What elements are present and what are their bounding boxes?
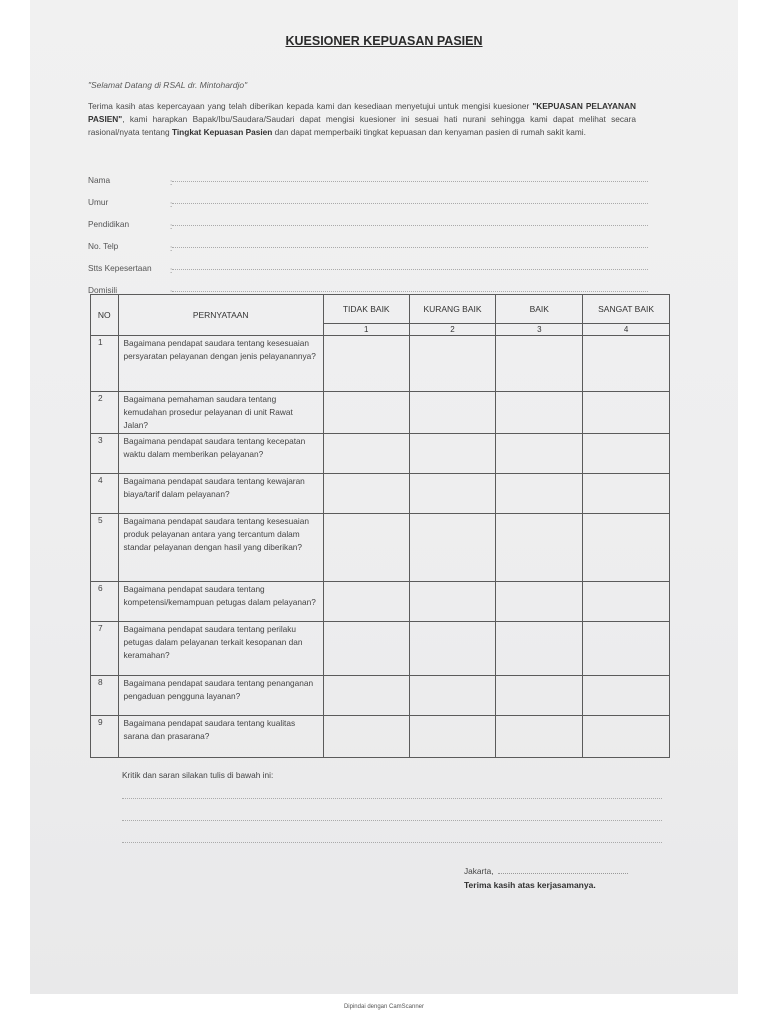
row-statement: Bagaimana pendapat saudara tentang kecepatan waktu dalam memberikan pelayanan? [118, 434, 323, 474]
table-row [91, 676, 670, 716]
header-statement: PERNYATAAN [118, 295, 323, 336]
table-row [91, 336, 670, 392]
table-row [91, 392, 670, 434]
header-kurang-baik: KURANG BAIK [409, 295, 496, 324]
table-row [91, 514, 670, 582]
scale-value: 4 [583, 324, 670, 336]
field-domisili[interactable] [88, 273, 648, 295]
scanner-footer: Dipindai dengan CamScanner [343, 1004, 425, 1010]
row-number: 7 [91, 622, 119, 676]
row-number: 2 [91, 392, 119, 434]
scale-value: 3 [496, 324, 583, 336]
rating-cell-2[interactable] [409, 716, 496, 758]
rating-cell-1[interactable] [323, 716, 409, 758]
rating-cell-2[interactable] [409, 622, 496, 676]
row-statement: Bagaimana pendapat saudara tentang penanganan pengaduan pengguna layanan? [118, 676, 323, 716]
rating-cell-1[interactable] [323, 336, 409, 392]
rating-cell-2[interactable] [409, 474, 496, 514]
rating-cell-4[interactable] [583, 676, 670, 716]
row-statement: Bagaimana pemahaman saudara tentang kemudahan prosedur pelayanan di unit Rawat Jalan? [118, 392, 323, 434]
row-number: 5 [91, 514, 119, 582]
header-tidak-baik: TIDAK BAIK [323, 295, 409, 324]
field-line[interactable] [172, 269, 648, 270]
field-line[interactable] [172, 225, 648, 226]
rating-cell-3[interactable] [496, 582, 583, 622]
field-line[interactable] [172, 247, 648, 248]
field-line[interactable] [172, 291, 648, 292]
critique-line[interactable] [122, 820, 662, 821]
row-number: 3 [91, 434, 119, 474]
rating-cell-3[interactable] [496, 622, 583, 676]
scale-value: 1 [323, 324, 409, 336]
greeting-text: "Selamat Datang di RSAL dr. Mintohardjo" [88, 80, 248, 90]
table-row [91, 474, 670, 514]
rating-cell-4[interactable] [583, 392, 670, 434]
critique-line[interactable] [122, 842, 662, 843]
header-sangat-baik: SANGAT BAIK [583, 295, 670, 324]
rating-cell-1[interactable] [323, 434, 409, 474]
rating-cell-2[interactable] [409, 336, 496, 392]
document-title: KUESIONER KEPUASAN PASIEN [285, 34, 483, 48]
field-label: Domisili [88, 285, 118, 295]
row-number: 4 [91, 474, 119, 514]
rating-cell-1[interactable] [323, 582, 409, 622]
row-number: 9 [91, 716, 119, 758]
rating-cell-1[interactable] [323, 676, 409, 716]
rating-cell-3[interactable] [496, 434, 583, 474]
rating-cell-4[interactable] [583, 622, 670, 676]
row-number: 6 [91, 582, 119, 622]
table-row [91, 582, 670, 622]
rating-cell-2[interactable] [409, 434, 496, 474]
rating-cell-3[interactable] [496, 392, 583, 434]
rating-cell-2[interactable] [409, 392, 496, 434]
rating-cell-2[interactable] [409, 514, 496, 582]
field-umur[interactable] [88, 185, 648, 207]
row-statement: Bagaimana pendapat saudara tentang kompetensi/kemampuan petugas dalam pelayanan? [118, 582, 323, 622]
rating-cell-4[interactable] [583, 582, 670, 622]
header-baik: BAIK [496, 295, 583, 324]
survey-table [90, 294, 670, 758]
table-row [91, 434, 670, 474]
field-stts-kepesertaan[interactable] [88, 251, 648, 273]
field-no-telp[interactable] [88, 229, 648, 251]
table-row [91, 622, 670, 676]
rating-cell-3[interactable] [496, 336, 583, 392]
field-label: Pendidikan [88, 219, 130, 229]
field-label: No. Telp [88, 241, 119, 251]
date-line[interactable] [498, 873, 628, 874]
place-label: Jakarta, [464, 866, 494, 876]
row-statement: Bagaimana pendapat saudara tentang kesesuaian produk pelayanan antara yang tercantum dalam standar pelayanan dengan hasil yang diberikan? [118, 514, 323, 582]
field-line[interactable] [172, 203, 648, 204]
header-no: NO [91, 295, 119, 336]
row-number: 1 [91, 336, 119, 392]
field-label: Umur [88, 197, 109, 207]
rating-cell-4[interactable] [583, 716, 670, 758]
rating-cell-3[interactable] [496, 676, 583, 716]
row-statement: Bagaimana pendapat saudara tentang perilaku petugas dalam pelayanan terkait kesopanan dan keramahan? [118, 622, 323, 676]
row-statement: Bagaimana pendapat saudara tentang kesesuaian persyaratan pelayanan dengan jenis pelayanannya? [118, 336, 323, 392]
rating-cell-1[interactable] [323, 392, 409, 434]
row-statement: Bagaimana pendapat saudara tentang kewajaran biaya/tarif dalam pelayanan? [118, 474, 323, 514]
rating-cell-3[interactable] [496, 474, 583, 514]
rating-cell-4[interactable] [583, 514, 670, 582]
rating-cell-4[interactable] [583, 474, 670, 514]
rating-cell-2[interactable] [409, 676, 496, 716]
field-label: Nama [88, 175, 111, 185]
row-statement: Bagaimana pendapat saudara tentang kualitas sarana dan prasarana? [118, 716, 323, 758]
critique-label: Kritik dan saran silakan tulis di bawah ini: [122, 770, 274, 780]
critique-line[interactable] [122, 798, 662, 799]
scale-value: 2 [409, 324, 496, 336]
signature-place [464, 866, 628, 876]
table-row [91, 716, 670, 758]
rating-cell-4[interactable] [583, 336, 670, 392]
rating-cell-4[interactable] [583, 434, 670, 474]
field-nama[interactable] [88, 163, 648, 185]
intro-paragraph: Terima kasih atas kepercayaan yang telah diberikan kepada kami dan kesediaan menyetujui untuk mengisi kuesioner "KEPUASAN PELAYANAN PASIEN", kami harapkan Bapak/Ibu/Saudara/Saudari dapat mengisi kuesioner ini sesuai hati nurani sehingga kami dapat melihat secara rasional/nyata tentang Tingkat Kepuasan Pasien dan dapat memperbaiki tingkat kepuasan dan kenyaman pasien di rumah sakit kami. [88, 101, 636, 137]
thanks-text: Terima kasih atas kerjasamanya. [464, 880, 596, 890]
rating-cell-2[interactable] [409, 582, 496, 622]
field-pendidikan[interactable] [88, 207, 648, 229]
rating-cell-1[interactable] [323, 622, 409, 676]
rating-cell-1[interactable] [323, 514, 409, 582]
field-label: Stts Kepesertaan [88, 263, 152, 273]
field-line[interactable] [172, 181, 648, 182]
rating-cell-3[interactable] [496, 716, 583, 758]
row-number: 8 [91, 676, 119, 716]
rating-cell-1[interactable] [323, 474, 409, 514]
respondent-fields [88, 163, 648, 295]
rating-cell-3[interactable] [496, 514, 583, 582]
questionnaire-paper [30, 0, 738, 994]
